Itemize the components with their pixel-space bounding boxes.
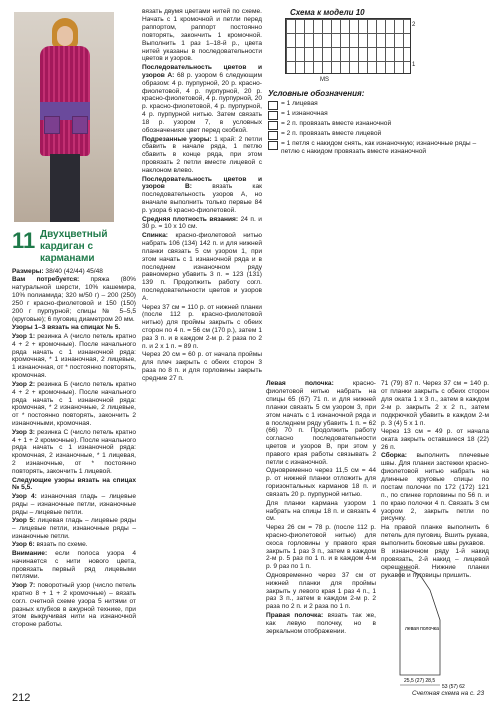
paragraph bbox=[266, 524, 376, 571]
legend-text: = 2 п. провязать вместе изнаночной bbox=[281, 120, 392, 127]
paragraph bbox=[266, 612, 376, 636]
model-number: 11 bbox=[12, 228, 36, 253]
paragraph bbox=[12, 493, 136, 517]
paragraph bbox=[12, 541, 136, 549]
paragraph-heading: Узор 2: bbox=[12, 380, 36, 388]
paragraph bbox=[12, 429, 136, 476]
paragraph bbox=[381, 380, 489, 427]
legend-symbol-icon bbox=[268, 111, 278, 120]
paragraph-text: резинка Б (число петель кратно 4 + 2 + кромочные). После начального ряда начать с 1 изнаночной ряда: кромочная, * 2 изнаночные, 2 лицевые, от * постоянно повторять, закончить 2 изнаночными, кромочная. bbox=[12, 380, 136, 428]
paragraph-text: В изнаночном ряду 1-й накид провязать, 2-й накид – лицевой скрещенной. Нижние планки рукавов и пуговицы пришить. bbox=[381, 548, 489, 579]
paragraph bbox=[142, 304, 262, 351]
paragraph bbox=[142, 216, 262, 232]
paragraph-text: выполнить плечевые швы. Для планки застежки красно-фиолетовой нитью набрать на длинные круговые спицы по постам полочки по 172 (172) 121 п., по спинке горловины по 56 п. и по краю полочки 4 п. Связать 3 см узором 2, закрыть петли по рисунку. bbox=[381, 452, 489, 523]
paragraph bbox=[12, 517, 136, 541]
column-c bbox=[266, 380, 376, 636]
paragraph-text: пряжа (80% натуральной шерсти, 10% кашемира, 10% полиамида; 320 м/50 г) – 200 (250) 250 г красно-фиолетовой и 150 (150) 200 г пурпурной; спицы № 5–5,5 (круговые); 6 пуговиц диаметром 20 мм. bbox=[12, 276, 136, 323]
legend-symbol-icon bbox=[268, 131, 278, 140]
paragraph bbox=[381, 452, 489, 523]
paragraph-heading: Левая полочка: bbox=[266, 380, 334, 387]
paragraph-heading: Подрезанные узоры: bbox=[142, 135, 212, 143]
paragraph bbox=[12, 333, 136, 380]
legend-symbol-icon bbox=[268, 101, 278, 110]
column-a bbox=[12, 268, 136, 630]
page-number: 212 bbox=[12, 692, 31, 704]
paragraph bbox=[142, 351, 262, 383]
pattern-schematic bbox=[380, 560, 490, 690]
paragraph-text: если полоса узора 4 начинается с нити нового цвета, провязать первый ряд лицевыми петлями. bbox=[12, 549, 136, 581]
paragraph-text: Через 13 см = 49 р. от начала оката закрыть оставшиеся 18 (22) 26 п. bbox=[381, 427, 489, 451]
paragraph-heading: Размеры: bbox=[12, 268, 44, 275]
paragraph-text: красно-фиолетовой нитью набрать 106 (134) 142 п. и для нижней планки связать 5 см узором 1, при этом начать с 1 изнаночной ряда и в последнем изнаночном ряду равномерно убавить 3 п. = 123 (131) 139 п. Продолжить работу согл. последовательности цветов и узоров А. bbox=[142, 231, 262, 303]
paragraph bbox=[12, 268, 136, 276]
pocket-right bbox=[72, 116, 88, 134]
paragraph bbox=[12, 324, 136, 332]
paragraph bbox=[12, 550, 136, 582]
paragraph-text: Через 37 см = 110 р. от нижней планки (после 112 р. красно-фиолетовой нитью) для проймы закрыть с обеих сторон по 4 п. = 56 см (170 р.), затем 1 раз 3 п. и в каждом 2-м р. 2 раза по 2 п. и 2 х 1 п. = 89 п. bbox=[142, 303, 262, 351]
paragraph bbox=[142, 136, 262, 176]
legend-item bbox=[268, 120, 488, 130]
paragraph-text: 1 край: 2 петли сбавить в начале ряда, 1 петлю сбавить в конце ряда, при этом провязать 2 петли вместе лицевой с наклоном влево. bbox=[142, 135, 263, 175]
legend-symbol-icon bbox=[268, 141, 278, 150]
paragraph-heading: Следующие узоры вязать на спицах № 5,5. bbox=[12, 476, 136, 492]
paragraph-text: поворотный узор (число петель кратно 8 + 1 + 2 кромочные) – вязать согл. счетной схеме узора 5 нитями от разных клубков в ажурной технике, при этом выкручивая нити на изнаночной стороне работы. bbox=[12, 581, 136, 629]
row-number-top: 2 bbox=[412, 22, 416, 28]
paragraph-heading: Узор 4: bbox=[12, 492, 37, 500]
paragraph-heading: Сборка: bbox=[381, 452, 407, 460]
paragraph-heading: Узоры 1–3 вязать на спицах № 5. bbox=[12, 324, 121, 332]
paragraph-text: вязать так же, как левую полочку, но в зеркальном отображении. bbox=[266, 611, 376, 635]
paragraph-text: резинка А (число петель кратно 4 + 2 + кромочные). После начального ряда начать с 1 изнаночной ряда: кромочная, * 1 изнаночная, 2 лицевые, 1 изнаночная, от * постоянно повторять, кромочная. bbox=[12, 332, 136, 380]
legend-text: = 1 петля с накидом снять, как изнаночную; изнаночные ряды – петлю с накидом провязать вместе изнаночной bbox=[281, 140, 477, 155]
paragraph-text: вязать как последовательность узоров А, но вначале выполнить только первые 84 р. узора 6 красно-фиолетовой. bbox=[142, 183, 262, 215]
paragraph bbox=[142, 8, 262, 63]
paragraph-heading: Правая полочка: bbox=[266, 611, 324, 619]
cardigan bbox=[40, 46, 90, 156]
paragraph-heading: Внимание: bbox=[12, 549, 48, 557]
caption: Счетная схема на с. 23 bbox=[412, 690, 485, 697]
paragraph bbox=[266, 500, 376, 524]
model-legs bbox=[50, 154, 80, 222]
paragraph-text: На правой планке выполнить 6 петель для пуговиц. Вшить рукава, выполнить боковые швы рукавов. bbox=[381, 523, 489, 547]
model-photo bbox=[14, 12, 114, 222]
paragraph-text: Одновременно через 11,5 см = 44 р. от нижней планки отложить для горизонтальных карманов 18 п. и связать 20 р. пурпурной нитью. bbox=[266, 467, 376, 499]
paragraph bbox=[12, 582, 136, 629]
paragraph bbox=[12, 477, 136, 493]
paragraph-text: Через 26 см = 78 р. (после 112 р. красно-фиолетовой нитью) для скоса горловины у правого края закрыть 1 раз 3 п., затем в каждом 2-м р. 5 раз по 1 п. и в каждом 4-м р. 9 раз по 1 п. bbox=[266, 523, 376, 571]
paragraph bbox=[142, 232, 262, 303]
front-outline bbox=[400, 570, 440, 675]
legend bbox=[268, 90, 488, 156]
paragraph-text: изнаночная гладь – лицевые ряды – изнаночные петли, изнаночные ряды – лицевые петли. bbox=[12, 492, 136, 516]
paragraph-heading: Узор 3: bbox=[12, 428, 35, 436]
paragraph-text: 68 р. узором 6 следующим образом: 4 р. пурпурной, 20 р. красно-фиолетовой, 4 р. пурпурной, 20 р. красно-фиолетовой, 4 р. пурпурной, 20 р. красно-фиолетовой, 4 р. пурпурной, 4 р. пурпурной нитью. Затем связать 18 р. узором 7, в условных обозначениях цвет перед скобкой. bbox=[142, 71, 262, 135]
scheme-ms-label: MS bbox=[320, 77, 329, 83]
paragraph-text: красно-фиолетовой нитью набрать на спицы 65 (67) 71 п. и для нижней планки связать 5 см узором 3, при этом начать с 1 изнаночной ряда и в последнем ряду убавить 1 п. = 62 (66) 70 п. Продолжить работу согласно последовательности цветов и узоров В, при этом у правого края работы связывать 2 петли с изнаночной. bbox=[266, 380, 376, 467]
paragraph-text: 24 п. и 30 р. = 10 х 10 см. bbox=[142, 215, 262, 231]
row-number-bottom: 1 bbox=[412, 62, 416, 68]
paragraph bbox=[381, 428, 489, 452]
paragraph bbox=[266, 572, 376, 612]
paragraph bbox=[381, 524, 489, 548]
paragraph-text: 38/40 (42/44) 45/48 bbox=[43, 268, 103, 275]
paragraph-text: 71 (79) 87 п. Через 37 см = 140 р. от планки закрыть с обеих сторон для оката 1 х 3 п., затем в каждом 2-м р. закрыть 2 х 2 п., затем подкрючкой убавить в каждом 2-м р. 3 (4) 5 х 1 п. bbox=[381, 380, 489, 427]
scheme-title: Схема к модели 10 bbox=[290, 8, 365, 17]
paragraph-heading: Спинка: bbox=[142, 231, 168, 239]
paragraph-text: Одновременно через 37 см от нижней планки для проймы закрыть у левого края 1 раз 4 п., 1 раз 3 п., затем в каждом 2-м р. 2 раза по 2 п. и 2 раза по 1 п. bbox=[266, 571, 376, 611]
legend-item bbox=[268, 110, 488, 120]
paragraph-heading: Вам потребуется: bbox=[12, 276, 80, 284]
paragraph-heading: Средняя плотность вязания: bbox=[142, 215, 239, 223]
paragraph-heading: Узор 7: bbox=[12, 581, 36, 589]
legend-item bbox=[268, 140, 488, 156]
paragraph bbox=[266, 467, 376, 499]
paragraph bbox=[12, 276, 136, 323]
pattern-label-width: 53 (57) 62 bbox=[442, 684, 465, 690]
model-face bbox=[57, 26, 73, 46]
paragraph-text: вязать двумя цветами нитей по схеме. Начать с 1 кромочной и петли перед раппортом, раппорт постоянно повторять, закончить 1 кромочной. Выполнить 1 раз 1–18-й р., цвета нитей указаны в последовательности цветов и узоров. bbox=[142, 8, 262, 63]
paragraph-heading: Узор 1: bbox=[12, 332, 36, 340]
legend-title: Условные обозначения: bbox=[268, 89, 365, 98]
paragraph-text: резинка С (число петель кратно 4 + 1 + 2 кромочные). После начального ряда начать с 1 изнаночной ряда: кромочная, 2 изнаночные, * 1 лицевая, 2 изнаночные, от * постоянно повторять, закончить 1 лицевой. bbox=[12, 428, 137, 476]
paragraph-heading: Последовательность цветов и узоров А: bbox=[142, 63, 262, 79]
paragraph-text: Через 20 см = 60 р. от начала проймы для плеч закрыть с обеих сторон 3 раза по 8 п. и для горловины закрыть средние 27 п. bbox=[142, 351, 262, 383]
scheme-grid bbox=[285, 18, 411, 74]
paragraph bbox=[266, 380, 376, 467]
paragraph bbox=[142, 64, 262, 135]
paragraph-heading: Узор 6: bbox=[12, 541, 35, 549]
pattern-label-left: левая полочка bbox=[405, 626, 439, 632]
model-title: Двухцветный кардиган с карманами bbox=[40, 229, 108, 264]
column-b bbox=[142, 8, 262, 384]
pattern-label-bottom: 25,5 (27) 28,5 bbox=[404, 678, 436, 684]
pocket-left bbox=[44, 116, 60, 134]
paragraph bbox=[142, 176, 262, 216]
legend-text: = 1 изнаночная bbox=[281, 110, 328, 117]
legend-text: = 1 лицевая bbox=[281, 100, 318, 107]
paragraph-heading: Последовательность цветов и узоров В: bbox=[142, 175, 262, 191]
paragraph-text: Для планки кармана узором 1 набрать на спицы 18 п. и связать 4 см. bbox=[266, 499, 376, 523]
paragraph bbox=[12, 381, 136, 428]
pattern-svg bbox=[380, 560, 490, 690]
paragraph-text: вязать по схеме. bbox=[34, 541, 88, 549]
column-d bbox=[381, 380, 489, 580]
legend-item bbox=[268, 130, 488, 140]
legend-item bbox=[268, 100, 488, 110]
paragraph-text: лицевая гладь – лицевые ряды – лицевые петли, изнаночные ряды – изнаночные петли. bbox=[12, 517, 137, 540]
legend-text: = 2 п. провязать вместе лицевой bbox=[281, 130, 382, 137]
legend-symbol-icon bbox=[268, 121, 278, 130]
paragraph-heading: Узор 5: bbox=[12, 517, 36, 525]
